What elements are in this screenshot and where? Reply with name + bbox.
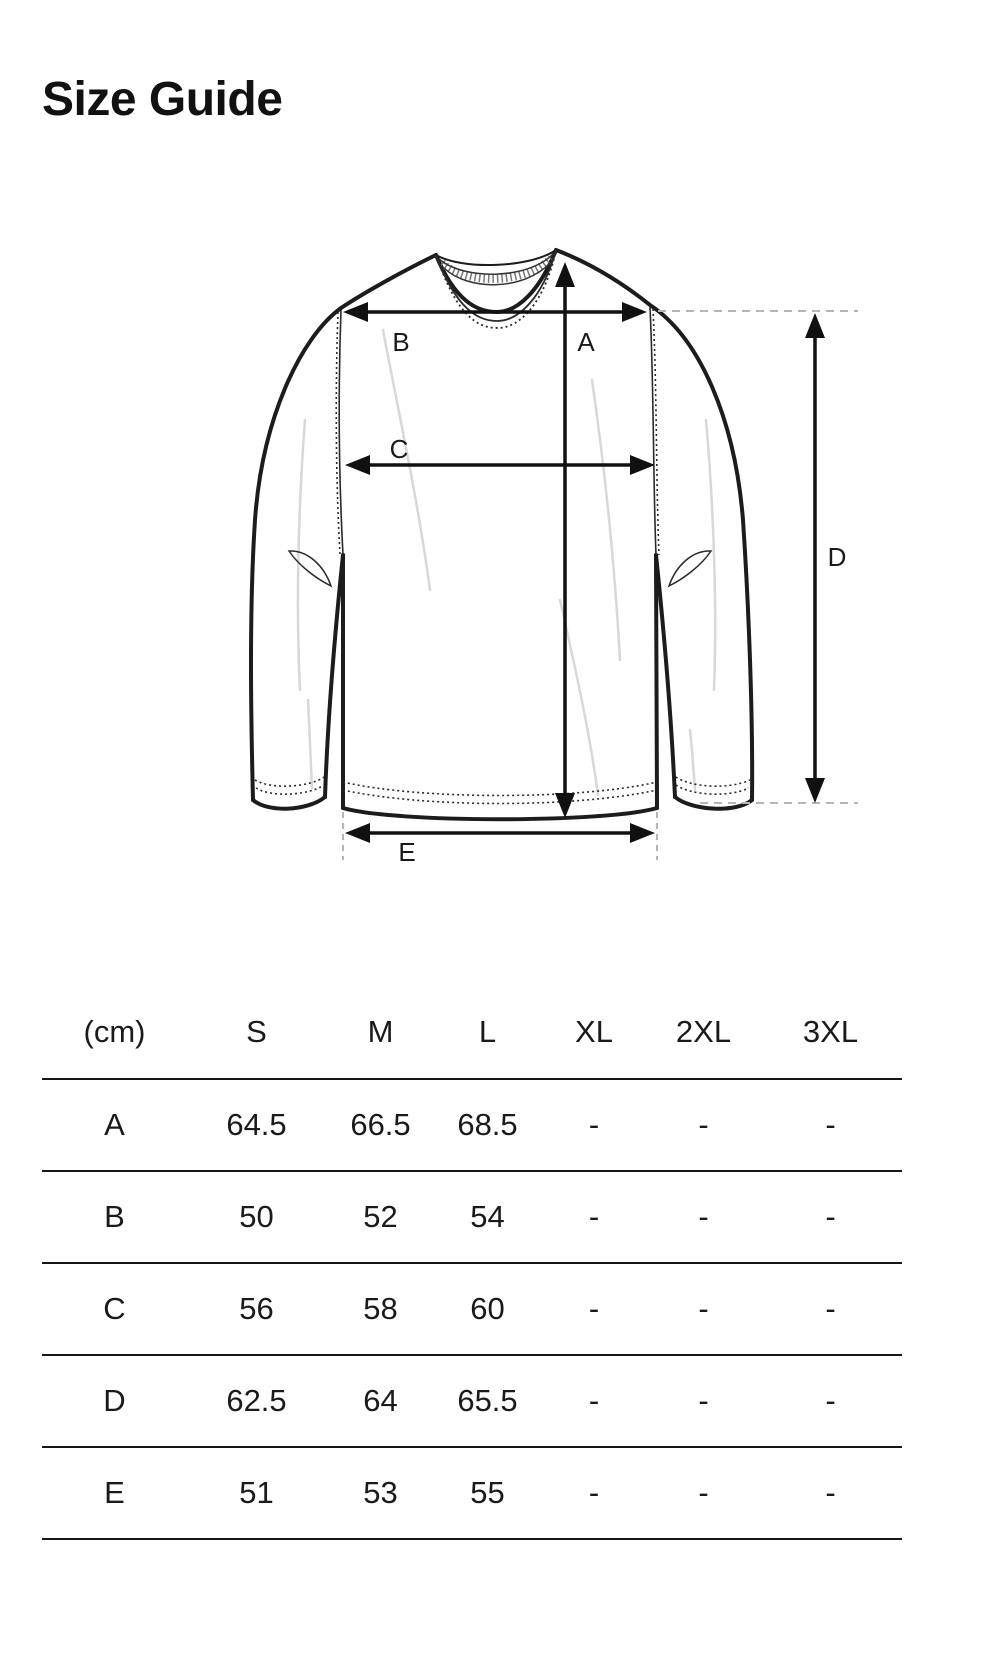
size-cell: 66.5 (350, 1107, 411, 1142)
left-cuff-stitch-1 (255, 777, 324, 786)
column-header-m: M (367, 1013, 394, 1049)
size-cell: 65.5 (457, 1383, 518, 1418)
size-cell: 64 (363, 1383, 398, 1418)
label-d: D (827, 542, 847, 572)
size-cell: - (588, 1107, 600, 1142)
measurement-arrow-e (345, 823, 655, 843)
table-row-b (42, 1172, 902, 1264)
column-header-s: S (246, 1013, 267, 1049)
label-a: A (577, 327, 595, 357)
size-cell: - (588, 1383, 600, 1418)
row-label: D (103, 1383, 126, 1418)
label-b: B (392, 327, 410, 357)
hem-stitch-2 (343, 790, 657, 804)
size-cell: - (825, 1475, 836, 1510)
right-cuff-outline (675, 797, 752, 809)
size-cell: - (698, 1107, 709, 1142)
size-cell: 55 (470, 1475, 505, 1510)
size-cell: 51 (239, 1475, 274, 1510)
left-cuff-outline (253, 797, 325, 809)
right-cuff-stitch-1 (676, 777, 750, 786)
size-cell: 60 (470, 1291, 505, 1326)
size-cell: - (825, 1107, 836, 1142)
column-header-2xl: 2XL (675, 1013, 732, 1049)
collar-back-edge (436, 250, 556, 265)
size-cell: 50 (239, 1199, 274, 1234)
size-cell: - (698, 1291, 709, 1326)
size-table (42, 985, 902, 1540)
column-header-l: L (478, 1013, 497, 1049)
label-e: E (398, 837, 416, 867)
column-header-xl: XL (575, 1013, 613, 1049)
row-label: A (104, 1107, 125, 1142)
column-header-3xl: 3XL (802, 1013, 859, 1049)
size-cell: 56 (239, 1291, 274, 1326)
label-c: C (389, 434, 409, 464)
size-cell: 62.5 (226, 1383, 287, 1418)
page-title: Size Guide (42, 73, 283, 126)
size-table-header-row (42, 985, 902, 1080)
shirt-outline (251, 250, 752, 819)
table-row-e (42, 1448, 902, 1540)
row-label: B (104, 1199, 125, 1234)
measurement-arrow-a (555, 262, 575, 818)
guide-lines (343, 311, 858, 860)
unit-header: (cm) (83, 1013, 146, 1049)
size-cell: 68.5 (457, 1107, 518, 1142)
size-cell: 52 (363, 1199, 398, 1234)
size-cell: - (698, 1383, 709, 1418)
hem-stitch-1 (343, 782, 657, 796)
table-row-d (42, 1356, 902, 1448)
size-cell: 54 (470, 1199, 505, 1234)
size-cell: - (698, 1199, 709, 1234)
left-armhole-seam (339, 310, 343, 555)
size-cell: - (588, 1475, 600, 1510)
row-label: E (104, 1475, 125, 1510)
shirt-diagram (0, 170, 1000, 870)
hem-outline (343, 808, 657, 819)
size-cell: - (825, 1291, 836, 1326)
measurement-arrow-d (805, 313, 825, 803)
body-right-side (656, 555, 657, 808)
right-armpit-crease (669, 551, 711, 586)
size-cell: 58 (363, 1291, 398, 1326)
right-cuff-stitch-2 (676, 785, 749, 794)
right-sleeve-inner (656, 555, 675, 797)
size-cell: 64.5 (226, 1107, 287, 1142)
row-label: C (103, 1291, 126, 1326)
measurement-arrow-b (343, 302, 647, 322)
size-cell: - (698, 1475, 709, 1510)
collar-rib-band (442, 258, 551, 279)
left-armpit-crease (289, 551, 331, 586)
size-cell: - (588, 1291, 600, 1326)
left-sleeve-inner (325, 555, 343, 797)
size-cell: 53 (363, 1475, 398, 1510)
table-row-c (42, 1264, 902, 1356)
size-cell: - (588, 1199, 600, 1234)
size-cell: - (825, 1199, 836, 1234)
size-cell: - (825, 1383, 836, 1418)
table-row-a (42, 1080, 902, 1172)
